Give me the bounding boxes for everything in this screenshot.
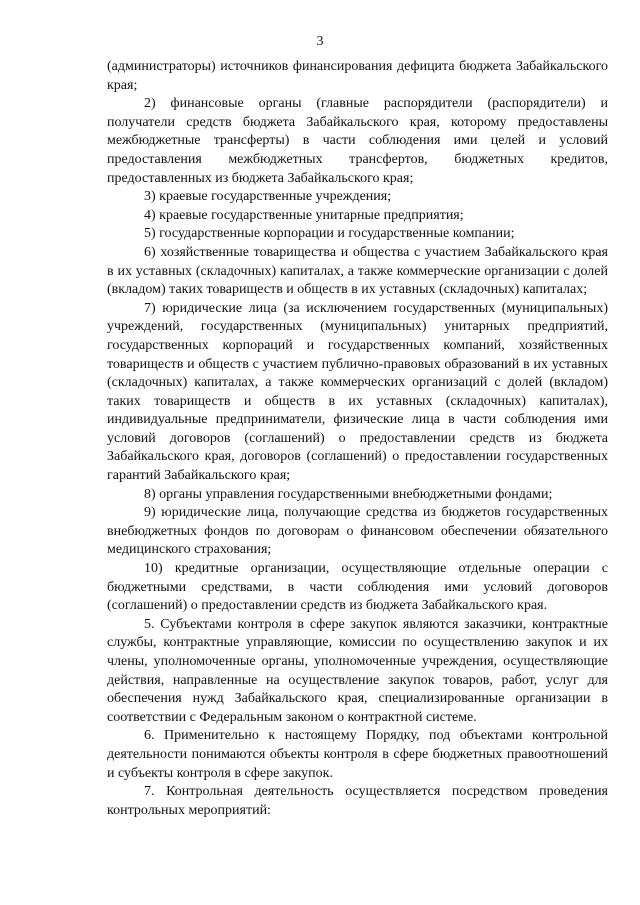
paragraph-continuation: (администраторы) источников финансирования дефицита бюджета Забайкальского края; — [107, 59, 608, 93]
paragraph-item-8: 8) органы управления государственными внебюджетными фондами; — [144, 486, 553, 502]
paragraph-item-6: 6) хозяйственные товарищества и общества с участием Забайкальского края в их уставных (складочных) капиталах, а также коммерческие организации с долей (вкладом) таких товариществ и обществ в их уставных (складочных) капиталах; — [107, 244, 608, 298]
paragraph-item-5: 5) государственные корпорации и государственные компании; — [144, 226, 515, 242]
paragraph-section-7: 7. Контрольная деятельность осуществляется посредством проведения контрольных мероприятий: — [107, 784, 608, 818]
paragraph-item-9: 9) юридические лица, получающие средства из бюджетов государственных внебюджетных фондов по договорам о финансовом обеспечении обязательного медицинского страхования; — [107, 505, 608, 558]
paragraph-section-5: 5. Субъектами контроля в сфере закупок являются заказчики, контрактные службы, контрактные управляющие, комиссии по осуществлению закупок и их члены, уполномоченные органы, уполномоченные учреждения, осуществляющие действия, направленные на осуществление закупок товаров, работ, услуг для обеспечения нужд Забайкальского края, специализированные организации в соответствии с Федеральным законом о контрактной системе. — [107, 616, 608, 725]
paragraph-item-4: 4) краевые государственные унитарные предприятия; — [144, 207, 464, 223]
paragraph-item-2: 2) финансовые органы (главные распорядители (распорядители) и получатели средств бюджета Забайкальского края, которому предоставлены межбюджетные трансферты) в части соблюдения ими целей и условий предоставления межбюджетных трансфертов, бюджетных кредитов, предоставленных из бюджета Забайкальского края; — [107, 96, 608, 186]
document-body — [107, 58, 608, 820]
paragraph-item-10: 10) кредитные организации, осуществляющие отдельные операции с бюджетными средствами, в части соблюдения ими условий договоров (соглашений) о предоставлении средств из бюджета Забайкальского края. — [107, 561, 608, 614]
page-number: 3 — [316, 34, 324, 49]
paragraph-section-6: 6. Применительно к настоящему Порядку, под объектами контрольной деятельности понимаются объекты контроля в сфере бюджетных правоотношений и субъекты контроля в сфере закупок. — [107, 728, 608, 781]
paragraph-item-7: 7) юридические лица (за исключением государственных (муниципальных) учреждений, государственных (муниципальных) унитарных предприятий, государственных корпораций и государственных компаний, хозяйственных товариществ и обществ с участием публично-правовых образований в их уставных (складочных) капиталах, а также коммерческих организаций с долей (вкладом) таких товариществ и обществ в их уставных (складочных) капиталах), индивидуальные предприниматели, физические лица в части соблюдения ими условий договоров (соглашений) о предоставлении средств из бюджета Забайкальского края, договоров (соглашений) о предоставлении государственных гарантий Забайкальского края; — [107, 300, 608, 484]
paragraph-item-3: 3) краевые государственные учреждения; — [144, 189, 392, 205]
